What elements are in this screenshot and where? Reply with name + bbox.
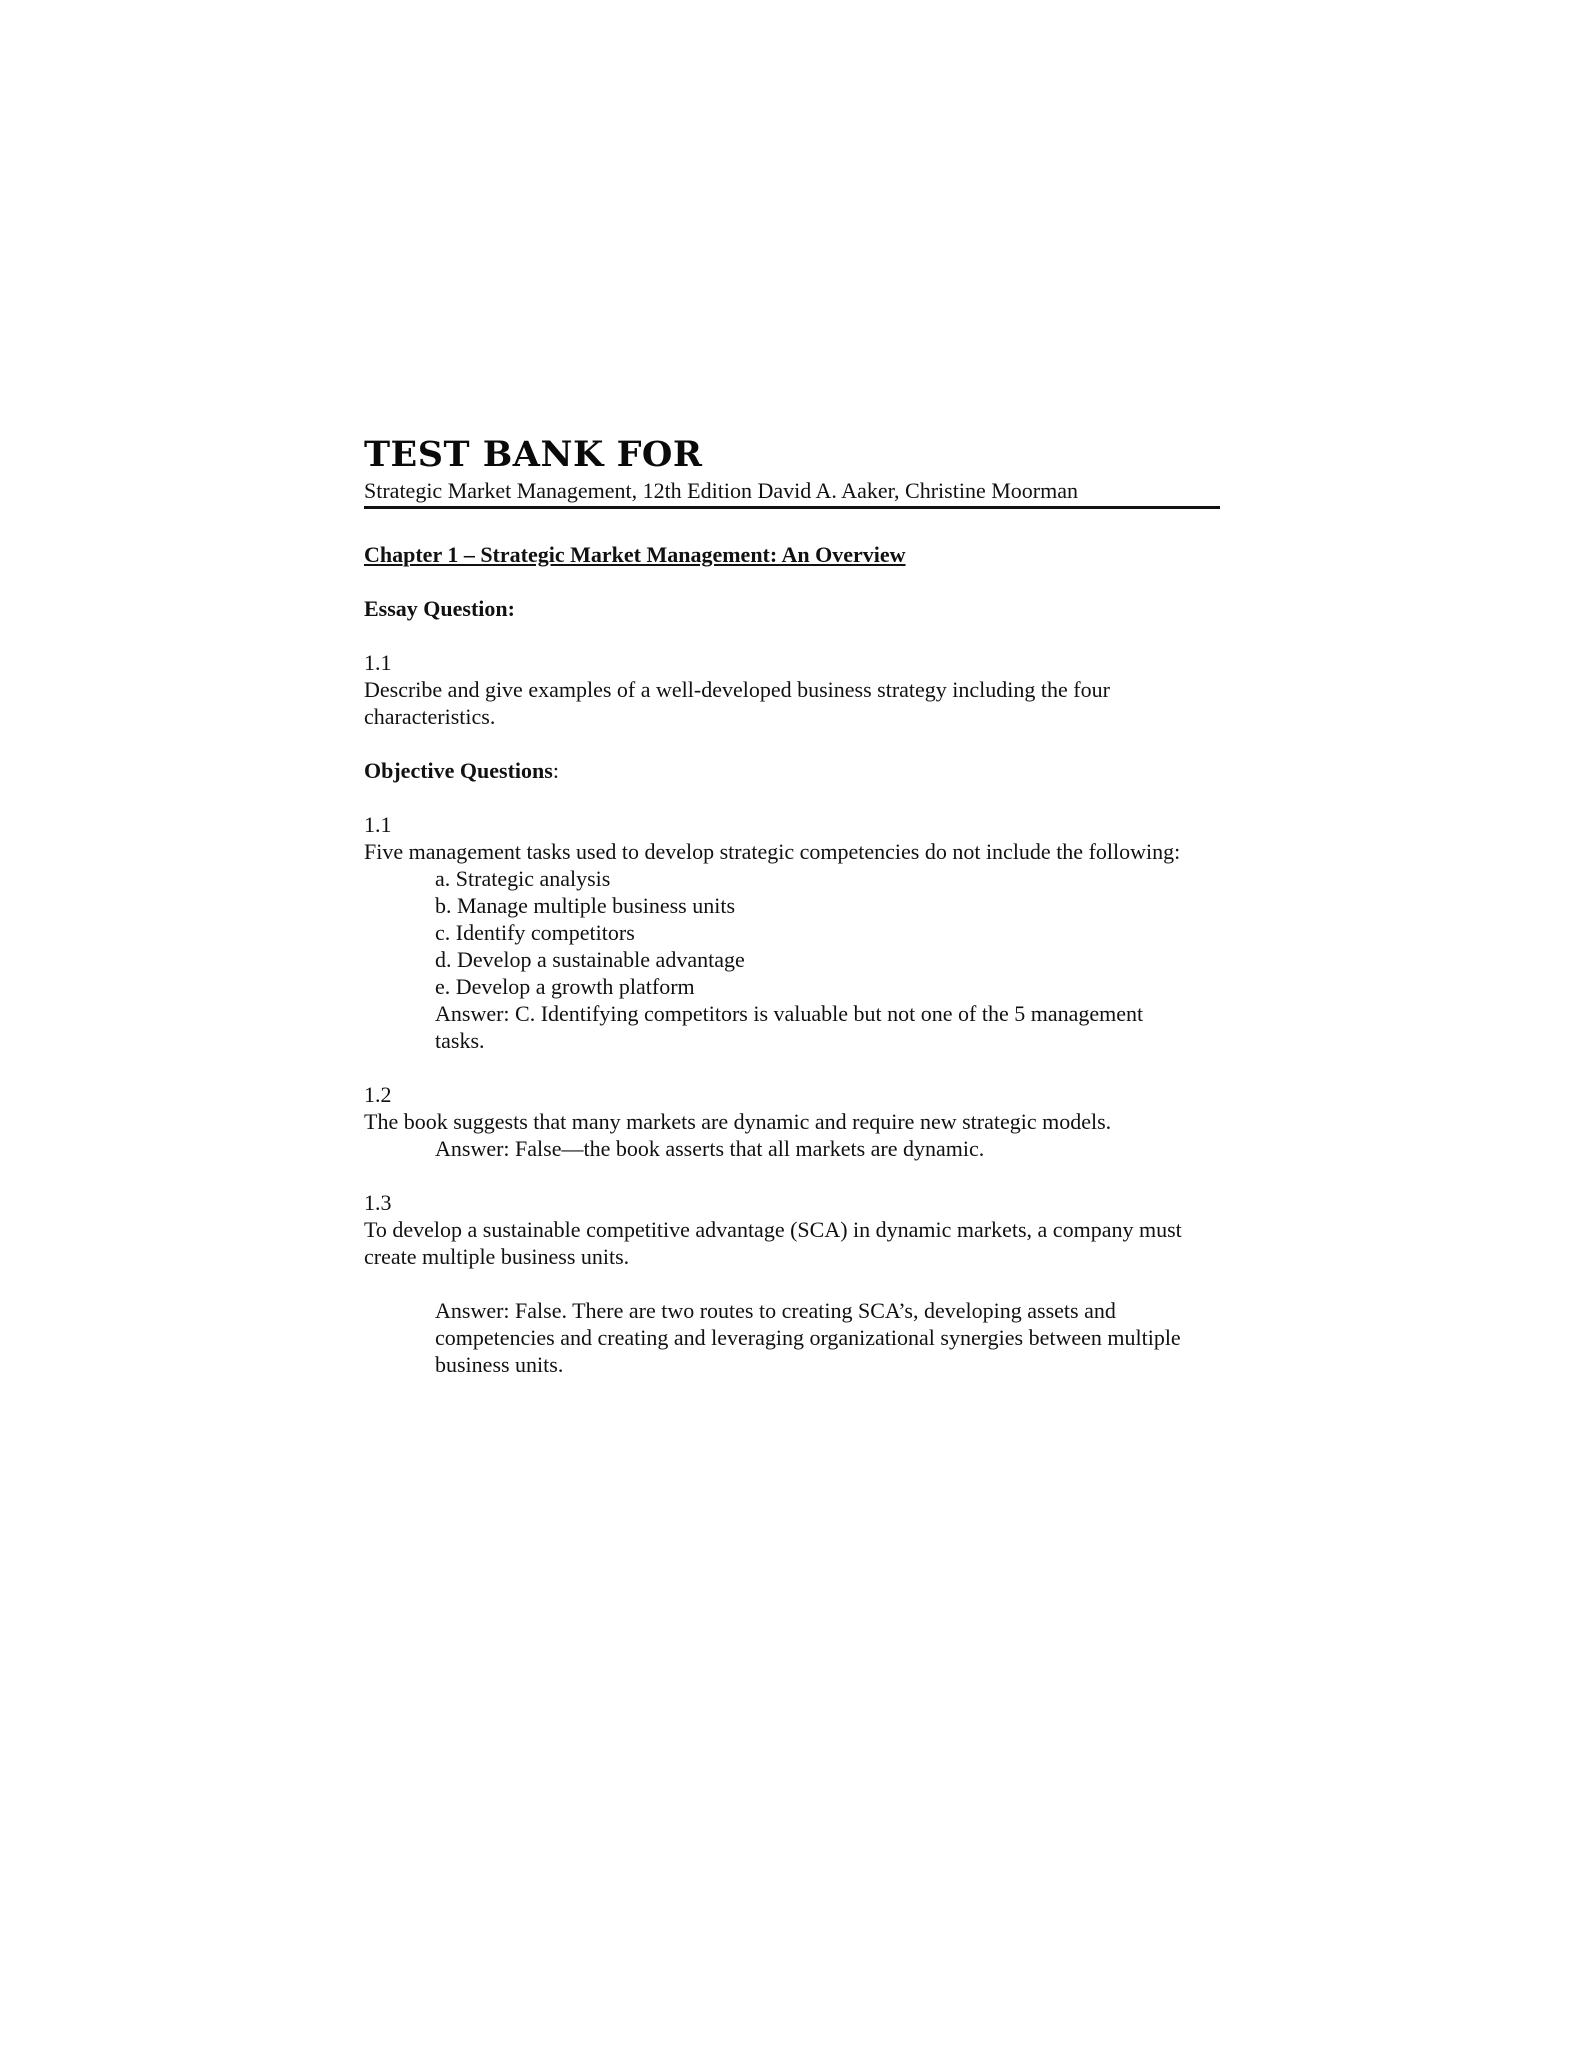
answer-option: d. Develop a sustainable advantage [435,947,745,972]
answer-text: Answer: False. There are two routes to creating SCA’s, developing assets and competencies and creating and leveraging organizational synergies between multiple business units. [435,1298,1181,1377]
question-number: 1.2 [364,1082,392,1107]
document-content [364,432,1220,1378]
book-citation: Strategic Market Management, 12th Edition David A. Aaker, Christine Moorman [364,477,1220,509]
objective-heading-label: Objective Questions [364,758,553,783]
chapter-title: Chapter 1 – Strategic Market Management: An Overview [364,542,906,567]
document-title: TEST BANK FOR [364,434,703,475]
answer-option: b. Manage multiple business units [435,893,736,918]
answer-text: Answer: C. Identifying competitors is valuable but not one of the 5 management tasks. [435,1001,1144,1053]
objective-heading [364,757,1220,784]
objective-heading-colon: : [552,758,559,783]
answer-text: Answer: False—the book asserts that all markets are dynamic. [435,1136,985,1161]
essay-heading: Essay Question: [364,596,515,621]
spacer [364,1270,1220,1297]
answer-option: a. Strategic analysis [435,866,611,891]
question-text: To develop a sustainable competitive advantage (SCA) in dynamic markets, a company must create multiple business units. [364,1217,1182,1269]
essay-question-text: Describe and give examples of a well-developed business strategy including the four characteristics. [364,677,1110,729]
question-number: 1.1 [364,812,392,837]
answer-option: c. Identify competitors [435,920,635,945]
question-text: The book suggests that many markets are dynamic and require new strategic models. [364,1109,1112,1134]
question-text: Five management tasks used to develop strategic competencies do not include the following: [364,839,1181,864]
answer-option: e. Develop a growth platform [435,974,695,999]
essay-question-number: 1.1 [364,650,392,675]
question-number: 1.3 [364,1190,392,1215]
